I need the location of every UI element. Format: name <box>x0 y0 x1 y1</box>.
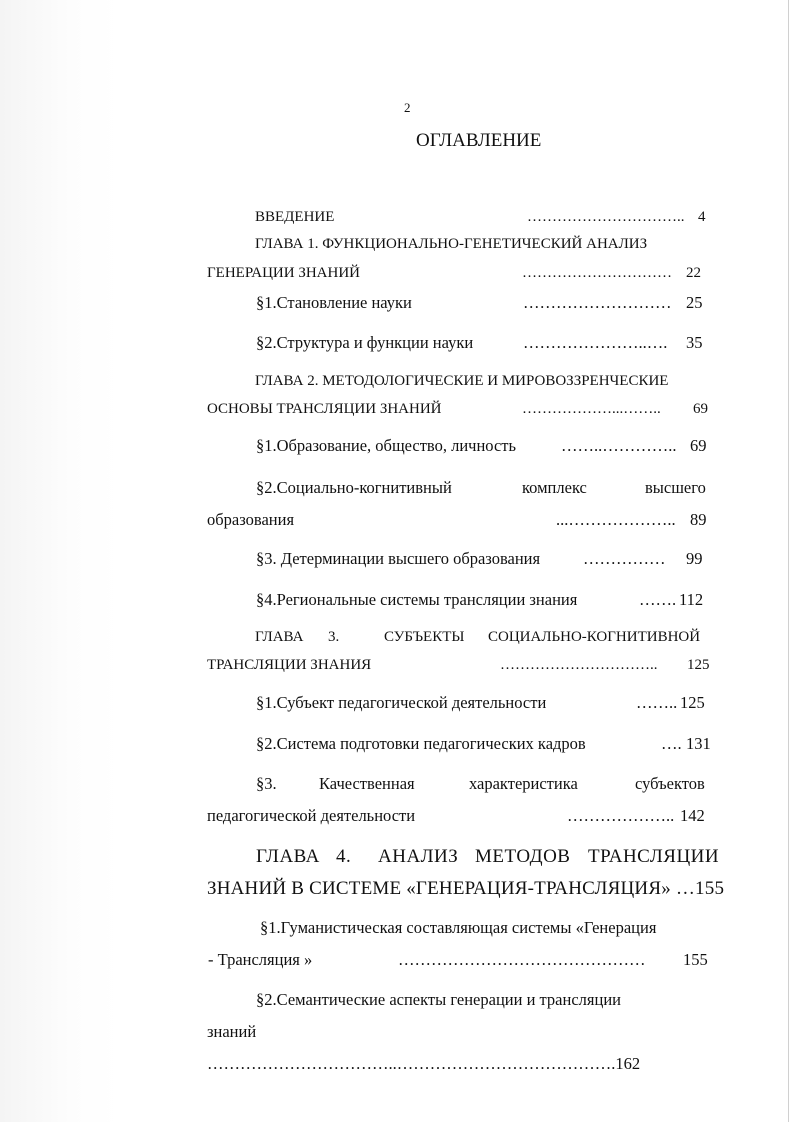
page-title: ОГЛАВЛЕНИЕ <box>416 130 542 151</box>
toc-ch4-s2-line2: знаний <box>207 1022 257 1041</box>
toc-ch3-s3-line2: педагогической деятельности <box>207 806 416 825</box>
toc-ch2-s2-line2: образования <box>207 510 295 529</box>
toc-ch4-s1-line1: §1.Гуманистическая составляющая системы «Генерация <box>260 918 657 937</box>
toc-ch2-s2-page: 89 <box>690 510 707 529</box>
toc-intro-leader: ………………………….. <box>527 209 685 225</box>
toc-ch4-word4: МЕТОДОВ <box>475 846 571 867</box>
toc-ch3-s3-word2: Качественная <box>319 774 415 793</box>
toc-ch3-s3-page: 142 <box>680 806 705 825</box>
toc-ch2-s4-label: §4.Региональные системы трансляции знания <box>256 590 578 609</box>
toc-ch3-page: 125 <box>687 657 710 673</box>
toc-ch2-s1-label: §1.Образование, общество, личность <box>256 436 517 455</box>
toc-intro-label: ВВЕДЕНИЕ <box>255 209 335 225</box>
toc-ch4-word5: ТРАНСЛЯЦИИ <box>588 846 720 867</box>
toc-ch3-s1-page: 125 <box>680 693 705 712</box>
toc-ch2-s2-word1: §2.Социально-когнитивный <box>256 478 452 497</box>
toc-ch3-s3-leader: ……………….. <box>567 806 675 825</box>
toc-ch2-s3-label: §3. Детерминации высшего образования <box>256 549 541 568</box>
toc-ch2-s2-word2: комплекс <box>522 478 587 497</box>
toc-ch4-s1-line2: - Трансляция » <box>208 950 313 969</box>
toc-ch4-word2: 4. <box>336 846 352 867</box>
toc-ch1-s2-label: §2.Структура и функции науки <box>256 333 474 352</box>
toc-ch3-word3: СУБЪЕКТЫ <box>384 629 465 645</box>
toc-ch4-s2-line1: §2.Семантические аспекты генерации и трансляции <box>256 990 621 1009</box>
toc-intro-page: 4 <box>698 209 706 225</box>
toc-ch3-s2-leader: …. <box>661 734 682 753</box>
toc-ch3-s2-page: 131 <box>686 734 711 753</box>
toc-ch3-s2-label: §2.Система подготовки педагогических кадров <box>256 734 586 753</box>
toc-ch2-s2-word3: высшего <box>645 478 706 497</box>
toc-ch1-leader: ………………………… <box>522 265 672 281</box>
page-number: 2 <box>404 100 411 115</box>
toc-ch1-s1-leader: ……………………… <box>523 293 672 312</box>
toc-ch2-s4-page: 112 <box>679 590 704 609</box>
toc-ch3-word2: 3. <box>328 629 340 645</box>
toc-ch4-word1: ГЛАВА <box>256 846 320 867</box>
toc-ch2-s1-leader: ……..………….. <box>561 436 677 455</box>
toc-ch3-leader: ………………………….. <box>500 657 658 673</box>
toc-ch3-s3-word1: §3. <box>256 774 277 793</box>
toc-ch4-s1-page: 155 <box>683 950 708 969</box>
toc-ch4-word3: АНАЛИЗ <box>378 846 459 867</box>
toc-ch4-line2: ЗНАНИЙ В СИСТЕМЕ «ГЕНЕРАЦИЯ-ТРАНСЛЯЦИЯ» …155 <box>207 878 725 899</box>
toc-ch1-s2-leader: …………………..…. <box>523 333 668 352</box>
toc-ch2-s4-leader: ……. <box>639 590 677 609</box>
toc-ch2-leader: ………………...…….. <box>522 401 661 417</box>
toc-ch2-page: 69 <box>693 401 708 417</box>
toc-ch2-s3-page: 99 <box>686 549 703 568</box>
toc-ch2-line1: ГЛАВА 2. МЕТОДОЛОГИЧЕСКИЕ И МИРОВОЗЗРЕНЧЕСКИЕ <box>255 373 669 389</box>
toc-ch3-s3-word4: субъектов <box>635 774 705 793</box>
toc-ch1-s1-page: 25 <box>686 293 703 312</box>
toc-ch1-s2-page: 35 <box>686 333 703 352</box>
toc-ch3-s3-word3: характеристика <box>469 774 578 793</box>
toc-ch1-line2: ГЕНЕРАЦИИ ЗНАНИЙ <box>207 265 361 281</box>
toc-ch1-s1-label: §1.Становление науки <box>256 293 412 312</box>
toc-ch2-line2: ОСНОВЫ ТРАНСЛЯЦИИ ЗНАНИЙ <box>207 401 442 417</box>
toc-ch3-s1-leader: …….. <box>636 693 678 712</box>
toc-ch3-word4: СОЦИАЛЬНО-КОГНИТИВНОЙ <box>488 629 701 645</box>
page-edge <box>788 0 789 1122</box>
toc-ch2-s3-leader: …………… <box>583 549 666 568</box>
toc-ch4-s1-leader: ……………………………………… <box>398 950 646 969</box>
toc-ch3-s1-label: §1.Субъект педагогической деятельности <box>256 693 547 712</box>
toc-ch4-s2-line3: ……………………………..………………………………….162 <box>207 1054 641 1073</box>
toc-ch2-s2-leader: ...……………….. <box>556 510 676 529</box>
toc-ch1-page: 22 <box>686 265 701 281</box>
toc-ch3-line2: ТРАНСЛЯЦИИ ЗНАНИЯ <box>207 657 372 673</box>
toc-ch1-line1: ГЛАВА 1. ФУНКЦИОНАЛЬНО-ГЕНЕТИЧЕСКИЙ АНАЛИЗ <box>255 236 648 252</box>
toc-ch2-s1-page: 69 <box>690 436 707 455</box>
toc-ch3-word1: ГЛАВА <box>255 629 304 645</box>
